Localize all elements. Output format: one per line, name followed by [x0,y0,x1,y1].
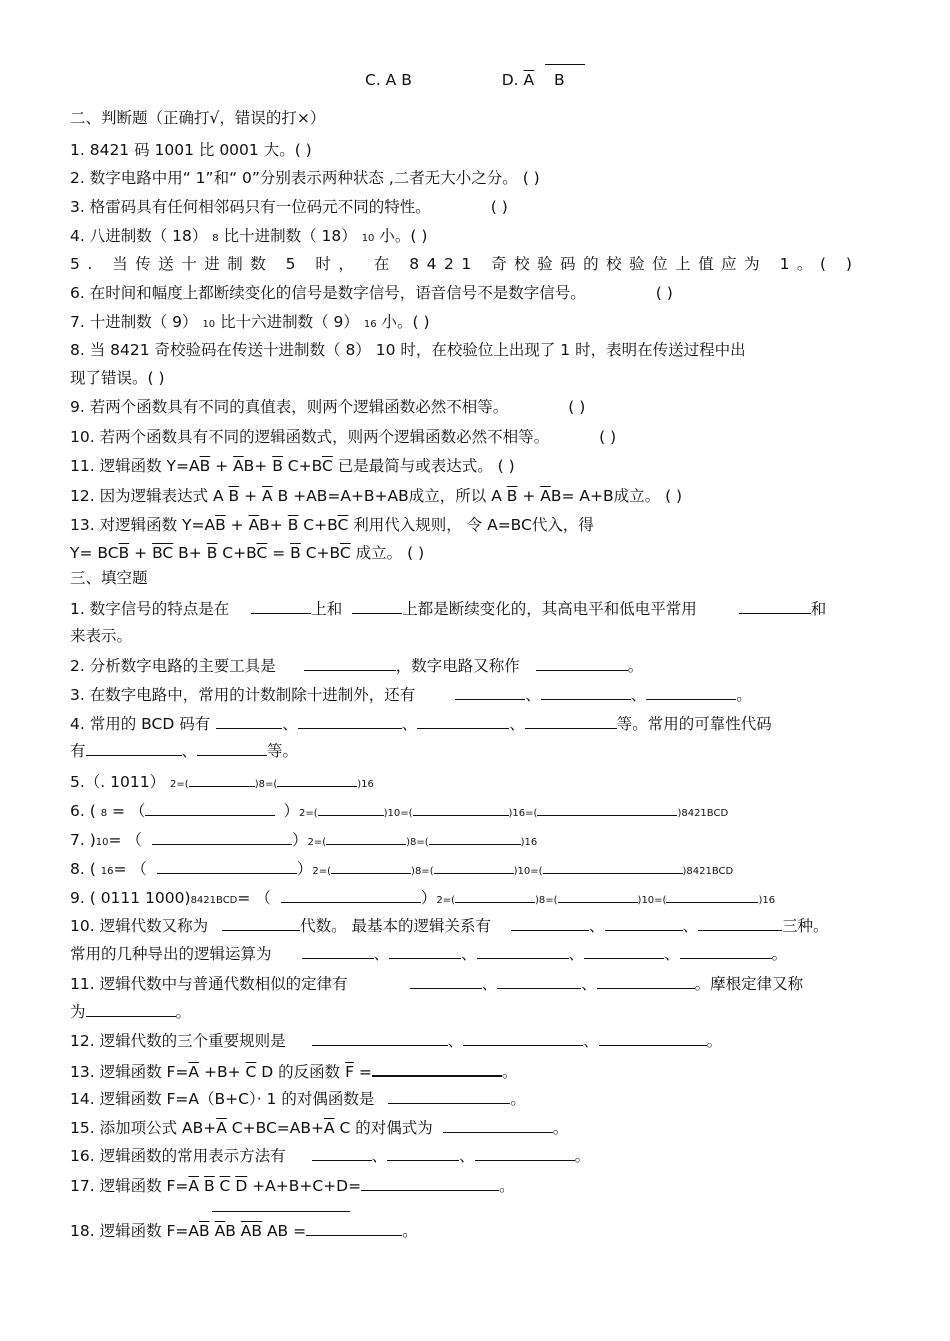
fill-q13: 13. 逻辑函数 $F=\overline{A} +B+ \overline{C}$ D 的反函数 $\overline{F}$ = 。 [70,1063,518,1081]
fill-blank[interactable] [326,830,406,845]
judge-q6: 6. 在时间和幅度上都断续变化的信号是数字信号，语音信号不是数字信号。 ( ) [70,284,673,302]
fill-q4b: 有 、 等。 [70,742,299,760]
fill-blank[interactable] [463,1031,583,1046]
fill-blank[interactable] [312,1031,448,1046]
fill-q4: 4. 常用的 BCD 码有 、 、 、 等。常用的可靠性代码 [70,715,772,733]
choice-line [365,70,565,90]
fill-q9: 9. ( 0111 1000)8421BCD= （ ）2=( )8=( )10=( )16 [70,889,776,907]
fill-q12: 12. 逻辑代数的三个重要规则是 、 、 。 [70,1032,723,1050]
fill-blank[interactable] [86,741,182,756]
fill-blank[interactable] [152,830,292,845]
fill-blank[interactable] [541,685,631,700]
fill-blank[interactable] [86,1002,176,1017]
judge-q8b: 现了错误。( ) [70,369,165,387]
fill-q10: 10. 逻辑代数又称为 代数。 最基本的逻辑关系有 、 、 三种。 [70,917,829,935]
fill-blank[interactable] [680,944,772,959]
fill-blank[interactable] [318,801,384,816]
fill-blank[interactable] [361,1176,499,1191]
fill-blank[interactable] [281,888,421,903]
fill-blank[interactable] [646,685,736,700]
fill-q17: 17. 逻辑函数 $F=\overline{A}$ $\overline{B}$ $\overline{C}$ $\overline{D} +A+B+C+D=$ 。 [70,1177,515,1195]
fill-blank[interactable] [698,916,782,931]
fill-blank[interactable] [584,944,664,959]
section-fill-title: 三、填空题 [70,569,148,587]
fill-blank[interactable] [306,1221,402,1236]
choice-d-a: $\overline{A}$ [523,71,535,89]
fill-q6: 6. ( 8 = （ ）2=( )10=( )16=( )8421BCD [70,802,729,820]
fill-blank[interactable] [511,916,589,931]
fill-q5: 5.（. 1011） 2=( )8=( )16 [70,773,374,791]
fill-blank[interactable] [739,599,811,614]
fill-blank[interactable] [298,714,402,729]
fill-blank[interactable] [417,714,509,729]
fill-q18: 18. 逻辑函数 $F=A\overline{B}$ $\overline{A}B$ $\overline{AB}$ AB = 。 [70,1222,418,1240]
fill-blank[interactable] [388,1089,510,1104]
fill-q10b: 常用的几种导出的逻辑运算为 、 、 、 、 。 [70,945,788,963]
judge-q5: 5. 当传送十进制数 5 时， 在 8421 奇校验码的校验位上值应为 1。( ) [70,255,860,273]
fill-blank[interactable] [666,888,758,903]
fill-blank[interactable] [197,741,267,756]
fill-blank[interactable] [443,1118,553,1133]
fill-blank[interactable] [331,859,411,874]
fill-blank[interactable] [304,656,396,671]
fill-blank[interactable] [312,1146,372,1161]
fill-blank[interactable] [543,859,683,874]
fill-blank[interactable] [413,801,509,816]
fill-blank[interactable] [537,801,677,816]
fill-blank[interactable] [189,772,255,787]
fill-blank[interactable] [599,1031,707,1046]
section-judge-title: 二、判断题（正确打√，错误的打×） [70,109,326,127]
choice-d-label: D. [501,71,524,89]
judge-q11: 11. 逻辑函数 $Y=A\overline{B} + \overline{A}B+ \overline{B}$ $C+B\overline{C}$ 已是最简与或表达式。 ( ) [70,457,515,475]
judge-q9: 9. 若两个函数具有不同的真值表，则两个逻辑函数必然不相等。 ( ) [70,398,586,416]
fill-q11b: 为 。 [70,1003,192,1021]
choice-c: C. A B [365,71,412,89]
fill-blank[interactable] [558,888,638,903]
judge-q10: 10. 若两个函数具有不同的逻辑函数式，则两个逻辑函数必然不相等。 ( ) [70,428,617,446]
judge-q7: 7. 十进制数（ 9） 10 比十六进制数（ 9） 16 小。( ) [70,313,430,331]
fill-blank[interactable] [605,916,683,931]
fill-q16: 16. 逻辑函数的常用表示方法有 、 、 。 [70,1147,591,1165]
fill-q8: 8. ( 16= （ ）2=( )8=( )10=( )8421BCD [70,860,734,878]
judge-q13: 13. 对逻辑函数 $Y=A\overline{B} + \overline{A}B+ \overline{B}$ $C+B\overline{C}$ 利用代入规则， 令 A=BC代入，得 [70,516,594,534]
fill-q15: 15. 添加项公式 $AB+\overline{A}$ $C+BC=AB+\overline{A}$ C 的对偶式为 。 [70,1119,569,1137]
judge-q8a: 8. 当 8421 奇校验码在传送十进制数（ 8） 10 时，在校验位上出现了 1 时，表明在传送过程中出 [70,341,746,359]
fill-blank[interactable] [222,916,300,931]
fill-blank[interactable] [216,714,282,729]
judge-q12: 12. 因为逻辑表达式 A $\overline{B} + \overline{A}$ B +AB=A+B+AB成立，所以 A $\overline{B} + \overline{A}B= A+B$成立。 ( ) [70,487,683,505]
fill-blank[interactable] [372,1061,502,1077]
judge-q3: 3. 格雷码具有任何相邻码只有一位码元不同的特性。 ( ) [70,198,508,216]
fill-q7: 7. )10= （ ）2=( )8=( )16 [70,831,538,849]
judge-q4: 4. 八进制数（ 18） 8 比十进制数（ 18） 10 小。( ) [70,227,428,245]
fill-blank[interactable] [597,974,695,989]
fill-blank[interactable] [145,801,275,816]
fill-blank[interactable] [497,974,581,989]
fill-blank[interactable] [434,859,514,874]
fill-blank[interactable] [429,830,521,845]
fill-q18-overbar [212,1211,350,1212]
fill-blank[interactable] [525,714,617,729]
fill-blank[interactable] [410,974,482,989]
fill-q3: 3. 在数字电路中，常用的计数制除十进制外，还有 、 、 。 [70,686,752,704]
fill-q1b: 来表示。 [70,627,133,645]
fill-blank[interactable] [536,656,628,671]
fill-q11: 11. 逻辑代数中与普通代数相似的定律有 、 、 。摩根定律又称 [70,975,804,993]
fill-q14: 14. 逻辑函数 F=A（B+C）· 1 的对偶函数是 。 [70,1090,526,1108]
judge-q13b: $Y= BC\overline{B} + \overline{BC}$ $B+ \overline{B}$ $C+B\overline{C} = \overline{B}$ $C+B\overline{C}$ 成立。 ( ) [70,544,425,562]
choice-d-overbar [545,64,585,65]
fill-blank[interactable] [251,599,311,614]
fill-blank[interactable] [277,772,357,787]
choice-d-b: B [554,71,565,89]
judge-q2: 2. 数字电路中用“ 1”和“ 0”分别表示两种状态 ,二者无大小之分。 ( ) [70,169,540,187]
fill-q2: 2. 分析数字电路的主要工具是 ，数字电路又称作 。 [70,657,644,675]
fill-blank[interactable] [352,599,402,614]
judge-q1: 1. 8421 码 1001 比 0001 大。( ) [70,141,312,159]
fill-blank[interactable] [387,1146,459,1161]
fill-blank[interactable] [157,859,297,874]
fill-blank[interactable] [389,944,461,959]
fill-blank[interactable] [302,944,374,959]
fill-blank[interactable] [455,888,535,903]
fill-blank[interactable] [475,1146,575,1161]
fill-blank[interactable] [477,944,569,959]
fill-blank[interactable] [455,685,525,700]
fill-q1: 1. 数字信号的特点是在 上和 上都是断续变化的，其高电平和低电平常用 和 [70,600,827,618]
